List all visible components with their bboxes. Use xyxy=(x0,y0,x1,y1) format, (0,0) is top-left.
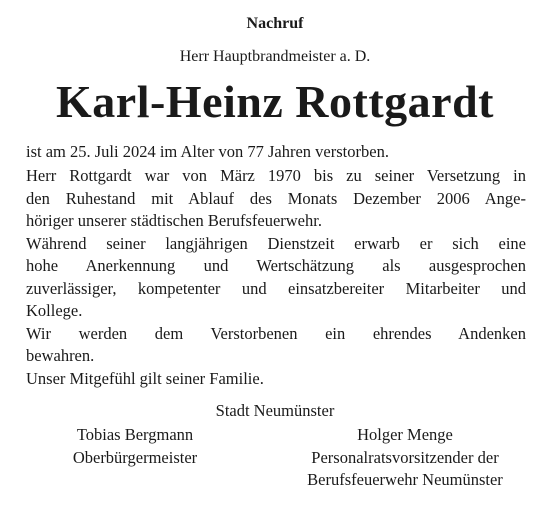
body-line: höriger unserer städtischen Berufsfeuerwehr. xyxy=(26,211,322,230)
body-line: Herr Rottgardt war von März 1970 bis zu seiner Versetzung in xyxy=(26,166,526,185)
body-line: bewahren. xyxy=(26,346,95,365)
signatory-name: Holger Menge xyxy=(357,425,453,444)
body-line: hohe Anerkennung und Wertschätzung als ausgesprochen xyxy=(26,256,526,275)
body-line: Unser Mitgefühl gilt seiner Familie. xyxy=(26,368,264,388)
signatory-title: Oberbürgermeister xyxy=(72,447,198,467)
death-statement: ist am 25. Juli 2024 im Alter von 77 Jahren verstorben. xyxy=(26,142,389,161)
signatory-title: Personalratsvorsitzender der xyxy=(311,447,499,467)
issuing-organization: Stadt Neumünster xyxy=(215,401,335,420)
body-line: zuverlässiger, kompetenter und einsatzbereiter Mitarbeiter und xyxy=(26,278,526,298)
signatory-name: Tobias Bergmann xyxy=(76,425,194,444)
signatory-title: Berufsfeuerwehr Neumünster xyxy=(307,470,503,489)
signatory-staff-council xyxy=(270,424,540,492)
signatory-mayor xyxy=(20,424,250,469)
notice-heading: Nachruf xyxy=(246,15,304,32)
body-line: den Ruhestand mit Ablauf des Monats Dezember 2006 Ange- xyxy=(26,188,526,208)
notice-body xyxy=(26,165,526,390)
body-line: Kollege. xyxy=(26,301,83,320)
deceased-rank: Herr Hauptbrandmeister a. D. xyxy=(179,48,371,65)
deceased-name: Karl-Heinz Rottgardt xyxy=(56,76,494,127)
body-line: Wir werden dem Verstorbenen ein ehrendes Andenken xyxy=(26,323,526,343)
body-line: Während seiner langjährigen Dienstzeit erwarb er sich eine xyxy=(26,233,526,253)
